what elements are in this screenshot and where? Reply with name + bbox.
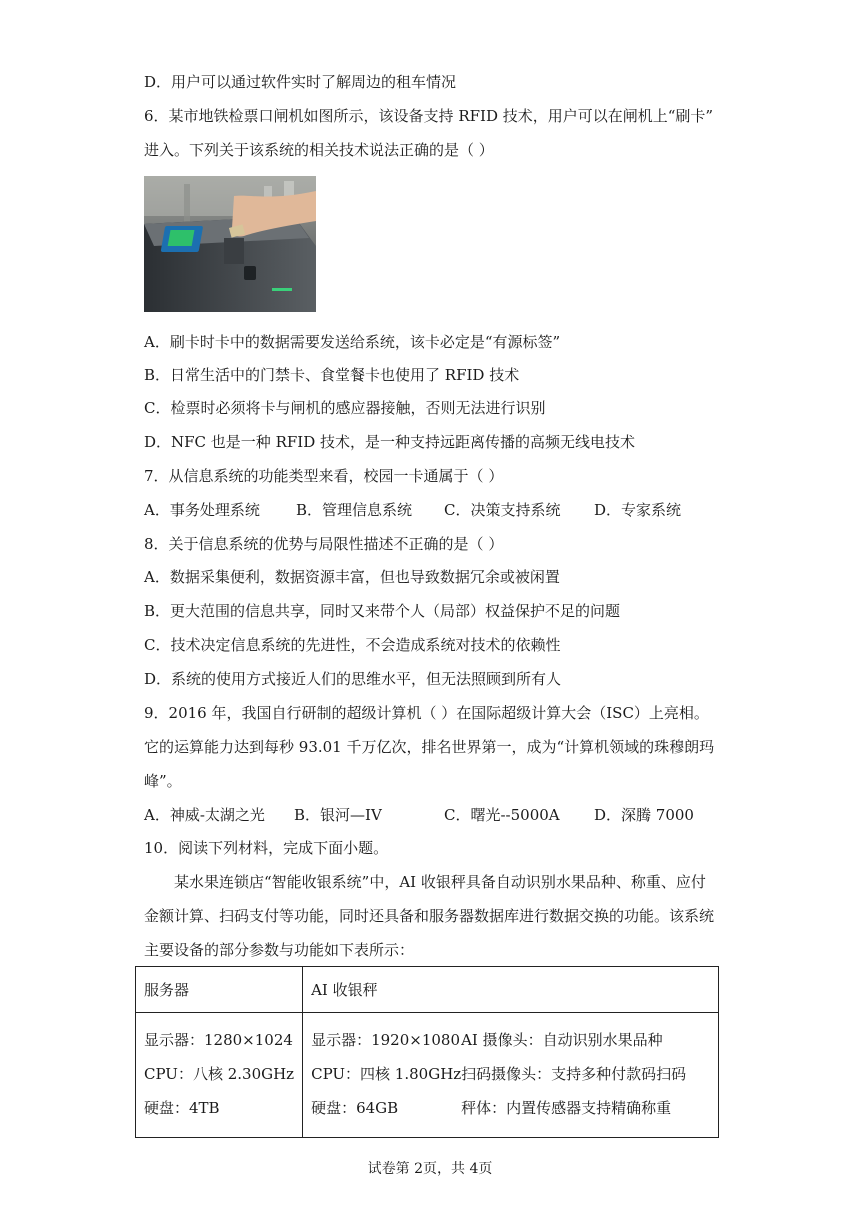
- q6-stem-line1: 6．某市地铁检票口闸机如图所示，该设备支持 RFID 技术，用户可以在闸机上“刷卡”: [144, 107, 714, 125]
- header-ai-scale: AI 收银秤: [303, 967, 719, 1013]
- scale-spec-line: [311, 1091, 710, 1125]
- material-line2: 金额计算、扫码支付等功能，同时还具备和服务器数据库进行数据交换的功能。该系统: [144, 907, 715, 925]
- table-header-row: [136, 967, 719, 1013]
- server-spec-cpu: CPU：八核 2.30GHz: [144, 1065, 295, 1083]
- q8-option-c: C．技术决定信息系统的先进性，不会造成系统对技术的依赖性: [144, 636, 561, 654]
- q7-option-a: A．事务处理系统: [144, 501, 260, 519]
- subway-gate-photo: [144, 176, 316, 312]
- scale-spec-line: [311, 1023, 710, 1057]
- q7-option-c: C．决策支持系统: [444, 501, 561, 519]
- q8-option-a: A．数据采集便利，数据资源丰富，但也导致数据冗余或被闲置: [144, 568, 560, 586]
- q9-option-b: B．银河—IV: [294, 806, 382, 824]
- q8-option-b: B．更大范围的信息共享，同时又来带个人（局部）权益保护不足的问题: [144, 602, 621, 620]
- q5-option-d: D．用户可以通过软件实时了解周边的租车情况: [144, 73, 457, 91]
- material-line3: 主要设备的部分参数与功能如下表所示：: [144, 941, 415, 959]
- server-specs-cell: [136, 1013, 303, 1138]
- scale-specs-cell: [303, 1013, 719, 1138]
- material-line1: 某水果连锁店“智能收银系统”中，AI 收银秤具备自动识别水果品种、称重、应付: [174, 873, 706, 891]
- q9-option-c: C．曙光--5000A: [444, 806, 560, 824]
- scale-spec-scan-camera: 扫码摄像头：支持多种付款码扫码: [461, 1065, 687, 1083]
- scale-spec-disk: 硬盘：64GB: [311, 1099, 399, 1117]
- header-server: 服务器: [136, 967, 303, 1013]
- q9-stem-line1: 9．2016 年，我国自行研制的超级计算机（ ）在国际超级计算大会（ISC）上亮相。: [144, 704, 709, 722]
- scale-spec-cpu: CPU：四核 1.80GHz: [311, 1065, 462, 1083]
- q7-option-b: B．管理信息系统: [296, 501, 413, 519]
- q7-option-d: D．专家系统: [594, 501, 682, 519]
- scale-spec-line: [311, 1057, 710, 1091]
- device-spec-table: [135, 966, 719, 1138]
- page-footer: 试卷第 2页，共 4页: [367, 1161, 493, 1177]
- scale-spec-body: 秤体：内置传感器支持精确称重: [461, 1099, 672, 1117]
- q6-option-c: C．检票时必须将卡与闸机的感应器接触，否则无法进行识别: [144, 399, 546, 417]
- server-spec-disk: 硬盘：4TB: [144, 1099, 220, 1117]
- q6-option-b: B．日常生活中的门禁卡、食堂餐卡也使用了 RFID 技术: [144, 366, 520, 384]
- q6-stem-line2: 进入。下列关于该系统的相关技术说法正确的是（ ）: [144, 141, 494, 159]
- scale-spec-ai-camera: AI 摄像头：自动识别水果品种: [461, 1031, 663, 1049]
- q9-stem-line2: 它的运算能力达到每秒 93.01 千万亿次，排名世界第一，成为“计算机领域的珠穆朗玛: [144, 738, 715, 756]
- q9-option-a: A．神威-太湖之光: [144, 806, 265, 824]
- q6-option-d: D．NFC 也是一种 RFID 技术，是一种支持远距离传播的高频无线电技术: [144, 433, 635, 451]
- q9-stem-line3: 峰”。: [144, 772, 182, 790]
- q6-option-a: A．刷卡时卡中的数据需要发送给系统，该卡必定是“有源标签”: [144, 333, 561, 351]
- server-spec-display: 显示器：1280×1024: [144, 1031, 293, 1049]
- scale-spec-display: 显示器：1920×1080: [311, 1031, 461, 1049]
- q7-stem: 7．从信息系统的功能类型来看，校园一卡通属于（ ）: [144, 467, 504, 485]
- q10-stem: 10．阅读下列材料，完成下面小题。: [144, 839, 389, 857]
- q9-option-d: D．深腾 7000: [594, 806, 694, 824]
- q8-stem: 8．关于信息系统的优势与局限性描述不正确的是（ ）: [144, 535, 504, 553]
- q8-option-d: D．系统的使用方式接近人们的思维水平，但无法照顾到所有人: [144, 670, 562, 688]
- table-row: [136, 1013, 719, 1138]
